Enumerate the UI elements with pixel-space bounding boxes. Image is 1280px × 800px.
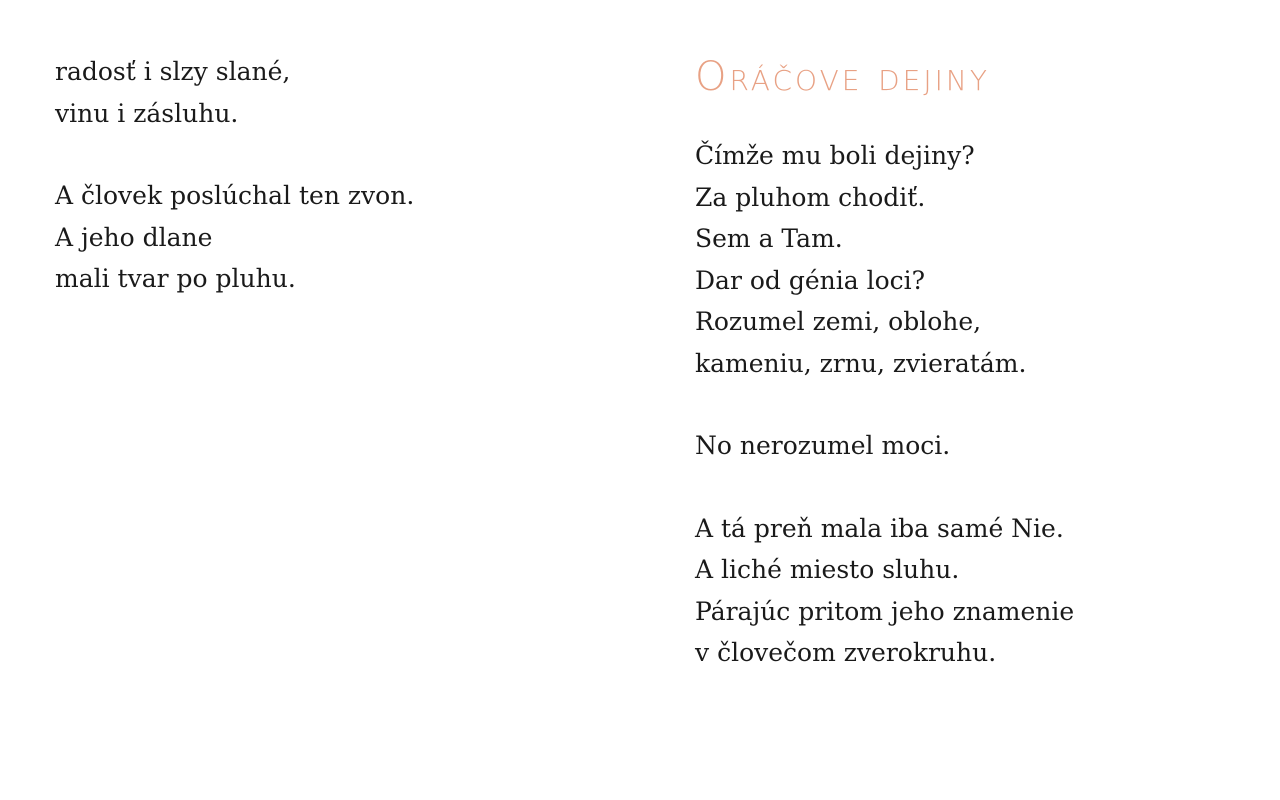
poem-line: Dar od génia loci? bbox=[695, 265, 926, 295]
poem-line: vinu i zásluhu. bbox=[55, 98, 239, 128]
stanza bbox=[695, 425, 1255, 467]
poem-line: radosť i slzy slané, bbox=[55, 57, 291, 86]
poem-title: Oráčove dejiny bbox=[695, 54, 990, 100]
poem-line: No nerozumel moci. bbox=[695, 431, 951, 460]
stanza bbox=[55, 175, 615, 300]
left-page bbox=[55, 51, 615, 341]
poem-line: kameniu, zrnu, zvieratám. bbox=[695, 348, 1027, 378]
stanza bbox=[695, 508, 1255, 674]
poem-line: Čímže mu boli dejiny? bbox=[695, 141, 975, 170]
poem-line: A človek poslúchal ten zvon. bbox=[55, 181, 415, 210]
poem-line: mali tvar po pluhu. bbox=[55, 264, 296, 293]
stanza bbox=[55, 51, 615, 134]
poem-line: A jeho dlane bbox=[55, 222, 213, 252]
poem-line: v človečom zverokruhu. bbox=[695, 638, 997, 667]
poem-line: Sem a Tam. bbox=[695, 224, 843, 253]
right-page bbox=[695, 53, 1255, 715]
poem-line: Za pluhom chodiť. bbox=[695, 182, 926, 212]
poem-line: Párajúc pritom jeho znamenie bbox=[695, 596, 1075, 626]
stanza bbox=[695, 135, 1255, 384]
poem-line: Rozumel zemi, oblohe, bbox=[695, 307, 982, 336]
poem-line: A liché miesto sluhu. bbox=[695, 555, 960, 584]
poem-line: A tá preň mala iba samé Nie. bbox=[695, 513, 1064, 543]
